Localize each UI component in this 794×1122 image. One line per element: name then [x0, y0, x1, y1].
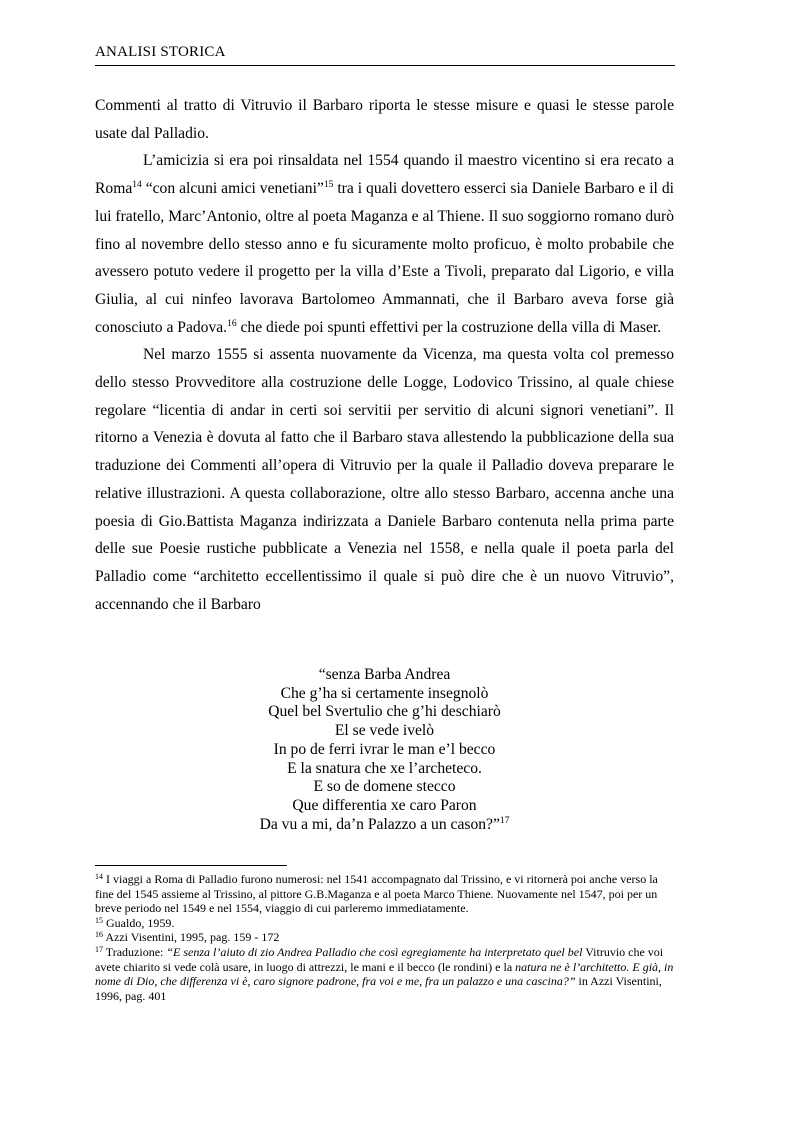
poem-line: “senza Barba Andrea	[318, 666, 451, 683]
paragraph-2-part-a: L’amicizia si era poi rinsaldata nel 1554 quando il maestro vicentino si era recato a Roma	[95, 152, 674, 198]
poem-line: Que differentia xe caro Paron	[292, 796, 477, 814]
paragraph-2	[95, 147, 674, 341]
poem-line: E so de domene stecco	[313, 778, 456, 796]
running-header: ANALISI STORICA	[95, 44, 226, 60]
footnote-lead: Traduzione:	[105, 944, 167, 959]
footnote-quote: natura ne è l’architetto. E già, in nome di Dio, che differenza vi è, caro signore padrone, fra voi e me, fra un palazzo e una cascina?”	[95, 959, 674, 989]
poem-line: In po de ferri ivrar le man e’l becco	[273, 740, 496, 758]
footnote-number: 14	[95, 872, 103, 881]
footnote-divider	[95, 865, 287, 866]
footnote-16	[95, 930, 674, 945]
poem-line-last	[95, 816, 674, 835]
footnote-source: in Azzi Visentini, 1996, pag. 401	[95, 974, 662, 1003]
footnotes	[95, 872, 674, 1003]
header-divider	[95, 65, 675, 66]
footnote-17	[95, 945, 674, 1003]
body-text	[95, 92, 674, 618]
footnote-14	[95, 872, 674, 916]
poem-line: El se vede ivelò	[334, 722, 435, 740]
footnote-ref-16[interactable]: 16	[227, 318, 237, 329]
footnote-quote: “E senza l’aiuto di zio Andrea Palladio che così egregiamente ha interpretato quel bel	[166, 944, 583, 959]
paragraph-2-part-c: che diede poi spunti effettivi per la costruzione della villa di Maser.	[240, 318, 662, 336]
paragraph-2-quote: “con alcuni amici venetiani”	[145, 180, 324, 198]
footnote-number: 16	[95, 930, 103, 940]
paragraph-3: Nel marzo 1555 si assenta nuovamente da Vicenza, ma questa volta col premesso dello stesso Provveditore alla costruzione delle Logge, Lodovico Trissino, al quale chiese regolare “licentia di andar in certi soi servitii per servitio di alcuni signori venetiani”. Il ritorno a Venezia è dovuta al fatto che il Barbaro stava allestendo la pubblicazione della sua traduzione dei Commenti all’opera di Vitruvio per la quale il Palladio doveva preparare le relative illustrazioni. A questa collaborazione, oltre allo stesso Barbaro, accenna anche una poesia di Gio.Battista Maganza indirizzata a Daniele Barbaro contenuta nella prima parte delle sue Poesie rustiche pubblicate a Venezia nel 1558, e nella quale il poeta parla del Palladio come “architetto eccellentissimo il quale si può dire che è un nuovo Vitruvio”, accennando che il Barbaro	[95, 346, 674, 613]
footnote-text: Azzi Visentini, 1995, pag. 159 - 172	[105, 930, 280, 945]
footnote-text: Vitruvio che voi avete chiarito si vede colà usare, in luogo di attrezzi, le mani e il becco (le rondini) e la	[95, 944, 664, 974]
footnote-15	[95, 916, 674, 931]
poem-line: Che g’ha si certamente insegnolò	[280, 684, 489, 702]
poem-line-text: Da vu a mi, da’n Palazzo a un cason?”	[259, 815, 500, 833]
poem-line: E la snatura che xe l’archeteco.	[287, 759, 482, 777]
footnote-ref-17[interactable]: 17	[499, 815, 510, 826]
paragraph-2-part-b: tra i quali dovettero esserci sia Daniele Barbaro e il di lui fratello, Marc’Antonio, oltre al poeta Maganza e al Thiene. Il suo soggiorno romano durò fino al novembre dello stesso anno e fu sicuramente molto proficuo, è molto probabile che avessero potuto vedere il progetto per la villa d’Este a Tivoli, preparato dal Ligorio, e villa Giulia, al cui ninfeo lavorava Bartolomeo Ammannati, che il Barbaro aveva forse già conosciuto a Padova.	[95, 180, 674, 336]
footnote-text: Gualdo, 1959.	[106, 915, 175, 930]
footnote-number: 15	[95, 915, 103, 925]
footnote-text: I viaggi a Roma di Palladio furono numerosi: nel 1541 accompagnato dal Trissino, e vi ritornerà poi anche verso la fine del 1545 assieme al Trissino, al pittore G.B.Maganza e al poeta Marco Thiene. Nuovamente nel 1547, poi per un breve periodo nel 1549 e nel 1554, viaggio di cui parleremo immediatamente.	[95, 872, 658, 916]
poem-line: Quel bel Svertulio che g’hi deschiarò	[268, 703, 501, 721]
paragraph-1: Commenti al tratto di Vitruvio il Barbaro riporta le stesse misure e quasi le stesse parole usate dal Palladio.	[95, 97, 674, 142]
footnote-ref-15[interactable]: 15	[323, 180, 334, 191]
footnote-ref-14[interactable]: 14	[132, 180, 142, 191]
footnote-number: 17	[95, 944, 103, 954]
poem-quote	[95, 666, 674, 834]
